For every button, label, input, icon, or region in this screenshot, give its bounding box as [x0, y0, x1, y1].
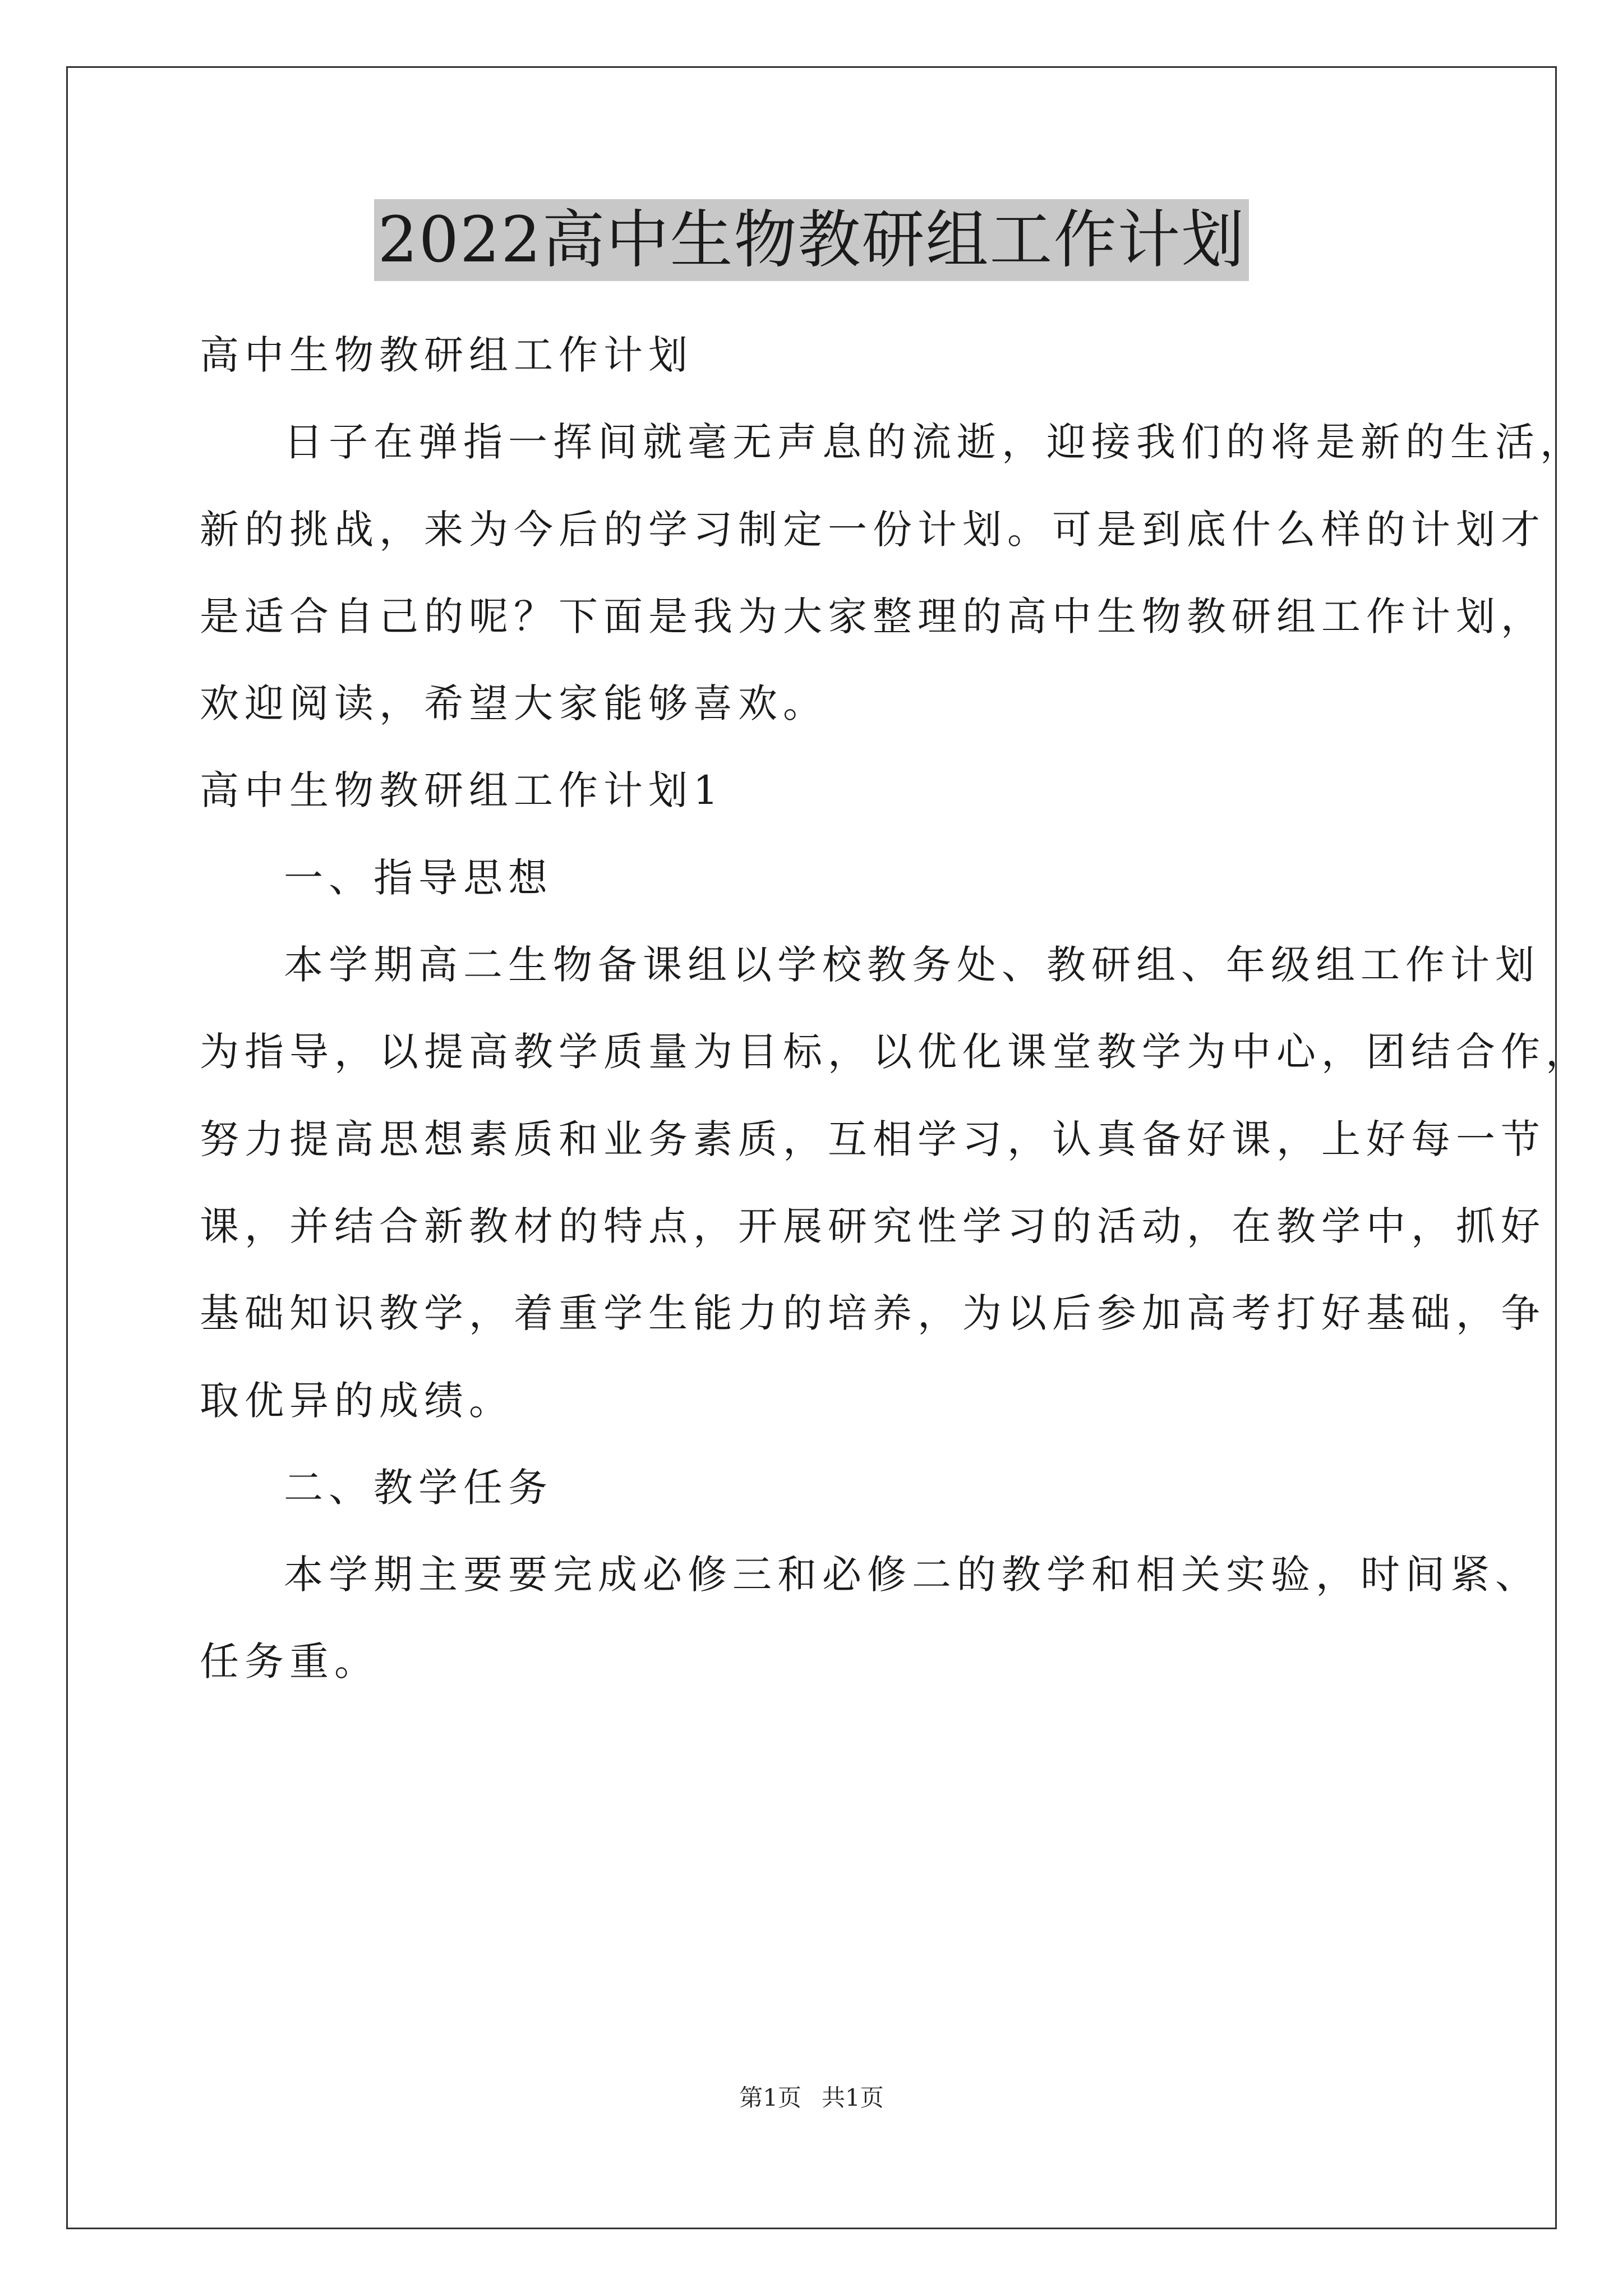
paragraph-line: 欢迎阅读，希望大家能够喜欢。: [200, 680, 828, 727]
paragraph-line: 任务重。: [200, 1639, 379, 1685]
paragraph-line: 基础知识教学，着重学生能力的培养，为以后参加高考打好基础，争: [200, 1290, 1546, 1337]
paragraph-line: 为指导，以提高教学质量为目标，以优化课堂教学为中心，团结合作，: [200, 1029, 1590, 1075]
page-total: 共1页: [822, 2084, 884, 2111]
subsection-heading: 一、指导思想: [284, 854, 553, 901]
paragraph-line: 课，并结合新教材的特点，开展研究性学习的活动，在教学中，抓好: [200, 1203, 1546, 1249]
section-heading: 高中生物教研组工作计划1: [200, 767, 724, 814]
paragraph-line: 日子在弹指一挥间就毫无声息的流逝，迎接我们的将是新的生活，: [284, 419, 1585, 466]
page-number: 第1页: [739, 2084, 801, 2111]
paragraph-line: 新的挑战，来为今后的学习制定一份计划。可是到底什么样的计划才: [200, 506, 1546, 553]
page-footer: [0, 2082, 1623, 2114]
paragraph-line: 是适合自己的呢？下面是我为大家整理的高中生物教研组工作计划，: [200, 593, 1546, 639]
subtitle-line: 高中生物教研组工作计划: [200, 332, 693, 378]
document-body: [200, 312, 1590, 1706]
subsection-heading: 二、教学任务: [284, 1464, 553, 1511]
paragraph-line: 本学期高二生物备课组以学校教务处、教研组、年级组工作计划: [284, 942, 1540, 988]
paragraph-line: 努力提高思想素质和业务素质，互相学习，认真备好课，上好每一节: [200, 1116, 1546, 1162]
paragraph-line: 取优异的成绩。: [200, 1377, 514, 1424]
document-title: 2022高中生物教研组工作计划: [374, 199, 1248, 281]
title-container: [0, 199, 1623, 281]
paragraph-line: 本学期主要要完成必修三和必修二的教学和相关实验，时间紧、: [284, 1552, 1540, 1598]
